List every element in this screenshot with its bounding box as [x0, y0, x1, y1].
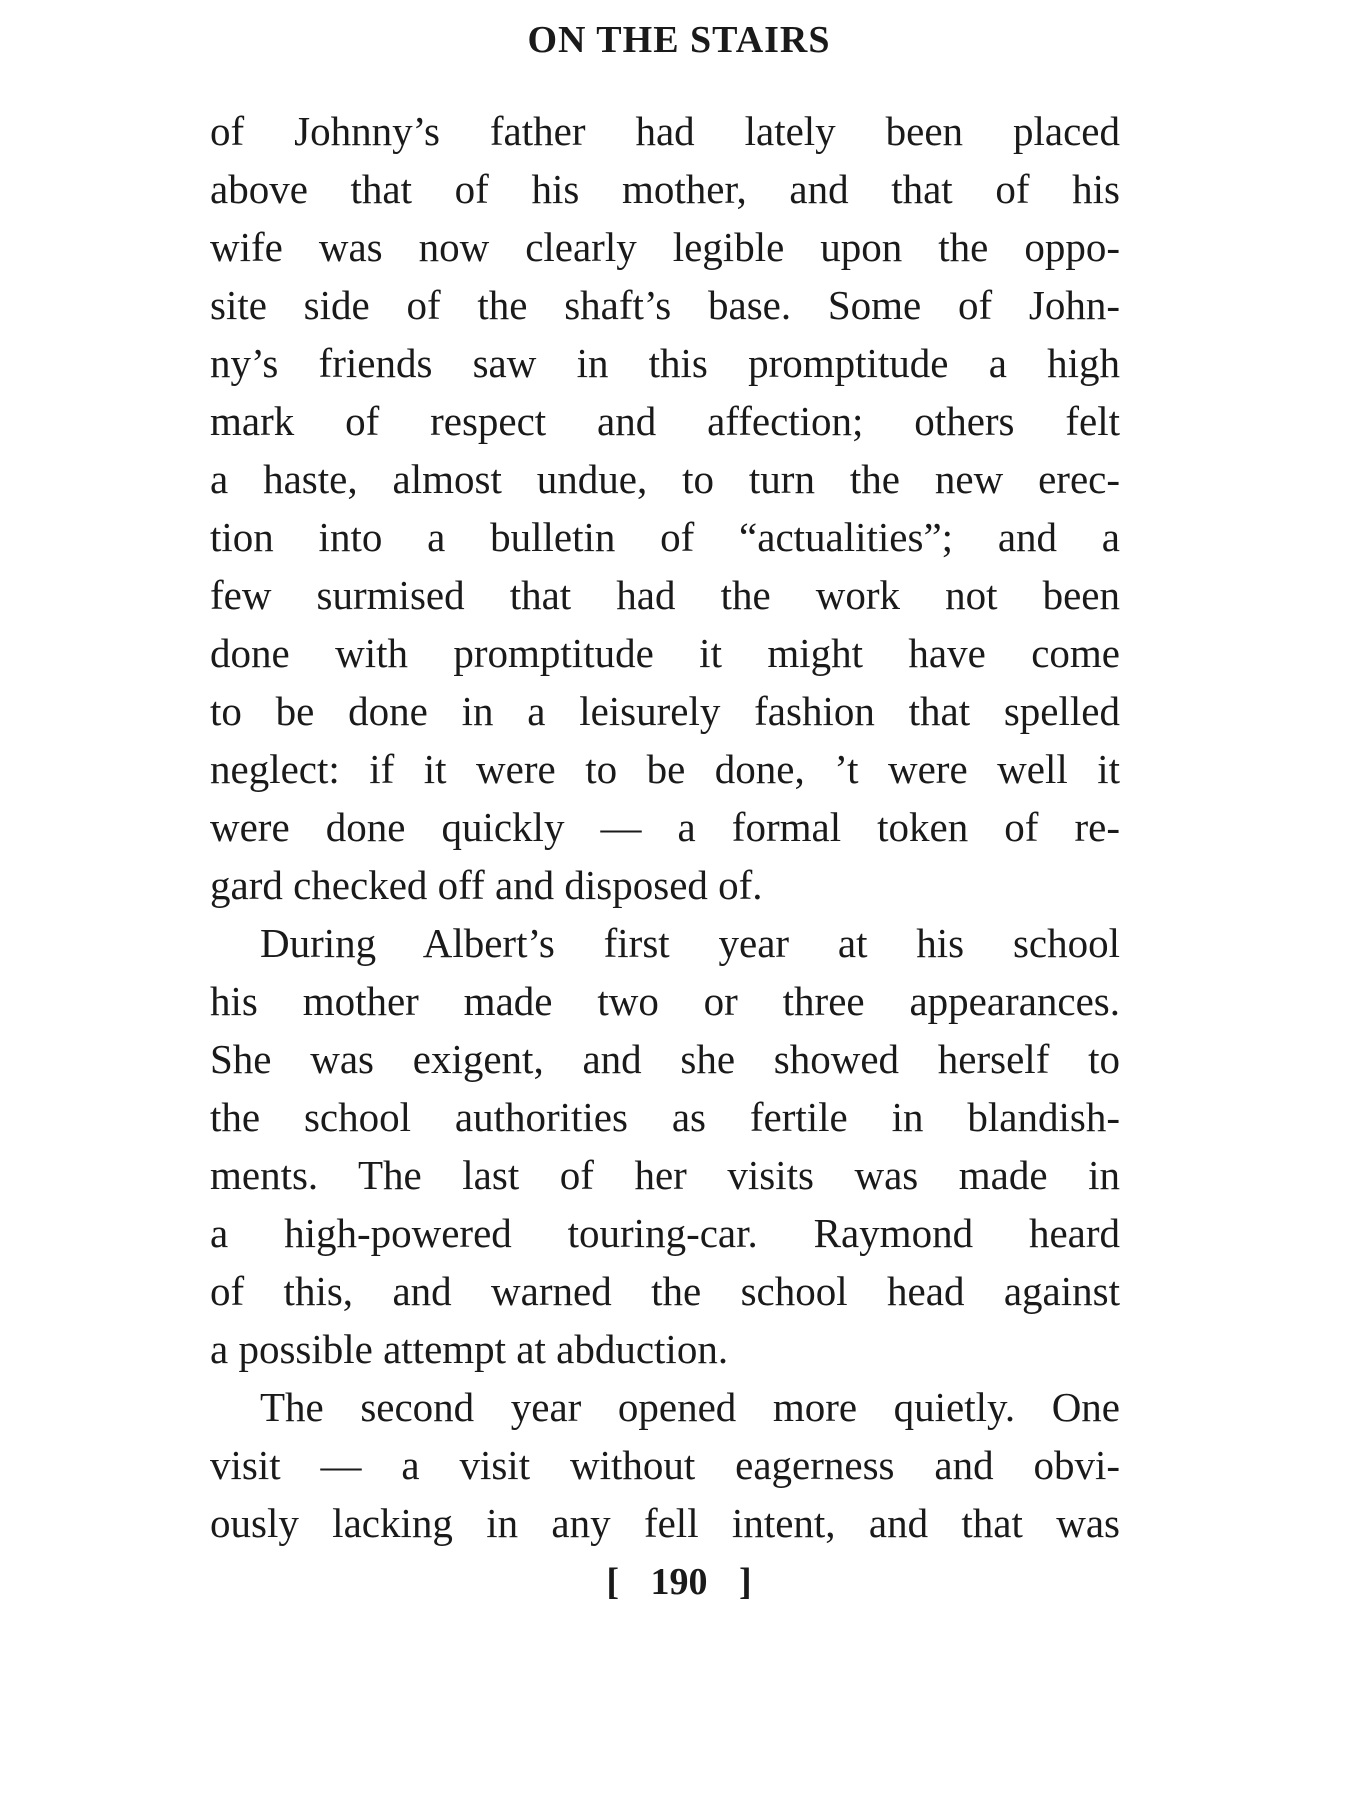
- text-line: tion into a bulletin of “actualities”; and a: [210, 514, 1120, 560]
- text-line: ously lacking in any fell intent, and that was: [210, 1500, 1120, 1546]
- text-line: During Albert’s first year at his school: [260, 920, 1120, 966]
- text-line: a haste, almost undue, to turn the new erec-: [210, 456, 1120, 502]
- text-line: wife was now clearly legible upon the oppo-: [210, 224, 1120, 270]
- paragraph-1: [210, 102, 1120, 914]
- text-line: visit — a visit without eagerness and obvi-: [210, 1442, 1120, 1488]
- body-text: [210, 102, 1120, 1552]
- text-line: the school authorities as fertile in blandish-: [210, 1094, 1120, 1140]
- page-number: [ 190 ]: [606, 1561, 752, 1603]
- text-line: gard checked off and disposed of.: [210, 862, 763, 908]
- text-line: above that of his mother, and that of his: [210, 166, 1120, 212]
- text-line: to be done in a leisurely fashion that spelled: [210, 688, 1120, 734]
- paragraph-2: [210, 914, 1120, 1378]
- text-line: She was exigent, and she showed herself to: [210, 1036, 1120, 1082]
- text-line: his mother made two or three appearances.: [210, 978, 1120, 1024]
- running-head: ON THE STAIRS: [527, 19, 831, 61]
- text-line: ny’s friends saw in this promptitude a high: [210, 340, 1120, 386]
- text-line: a high-powered touring-car. Raymond heard: [210, 1210, 1120, 1256]
- text-line: a possible attempt at abduction.: [210, 1326, 729, 1372]
- text-line: were done quickly — a formal token of re-: [210, 804, 1120, 850]
- text-line: ments. The last of her visits was made in: [210, 1152, 1120, 1198]
- text-line: site side of the shaft’s base. Some of John-: [210, 282, 1120, 328]
- paragraph-3: [210, 1378, 1120, 1552]
- text-line: neglect: if it were to be done, ’t were well it: [210, 746, 1120, 792]
- text-line: The second year opened more quietly. One: [260, 1384, 1120, 1430]
- text-line: mark of respect and affection; others felt: [210, 398, 1120, 444]
- text-line: of this, and warned the school head against: [210, 1268, 1120, 1314]
- text-line: done with promptitude it might have come: [210, 630, 1120, 676]
- text-line: few surmised that had the work not been: [210, 572, 1120, 618]
- text-line: of Johnny’s father had lately been placed: [210, 108, 1120, 154]
